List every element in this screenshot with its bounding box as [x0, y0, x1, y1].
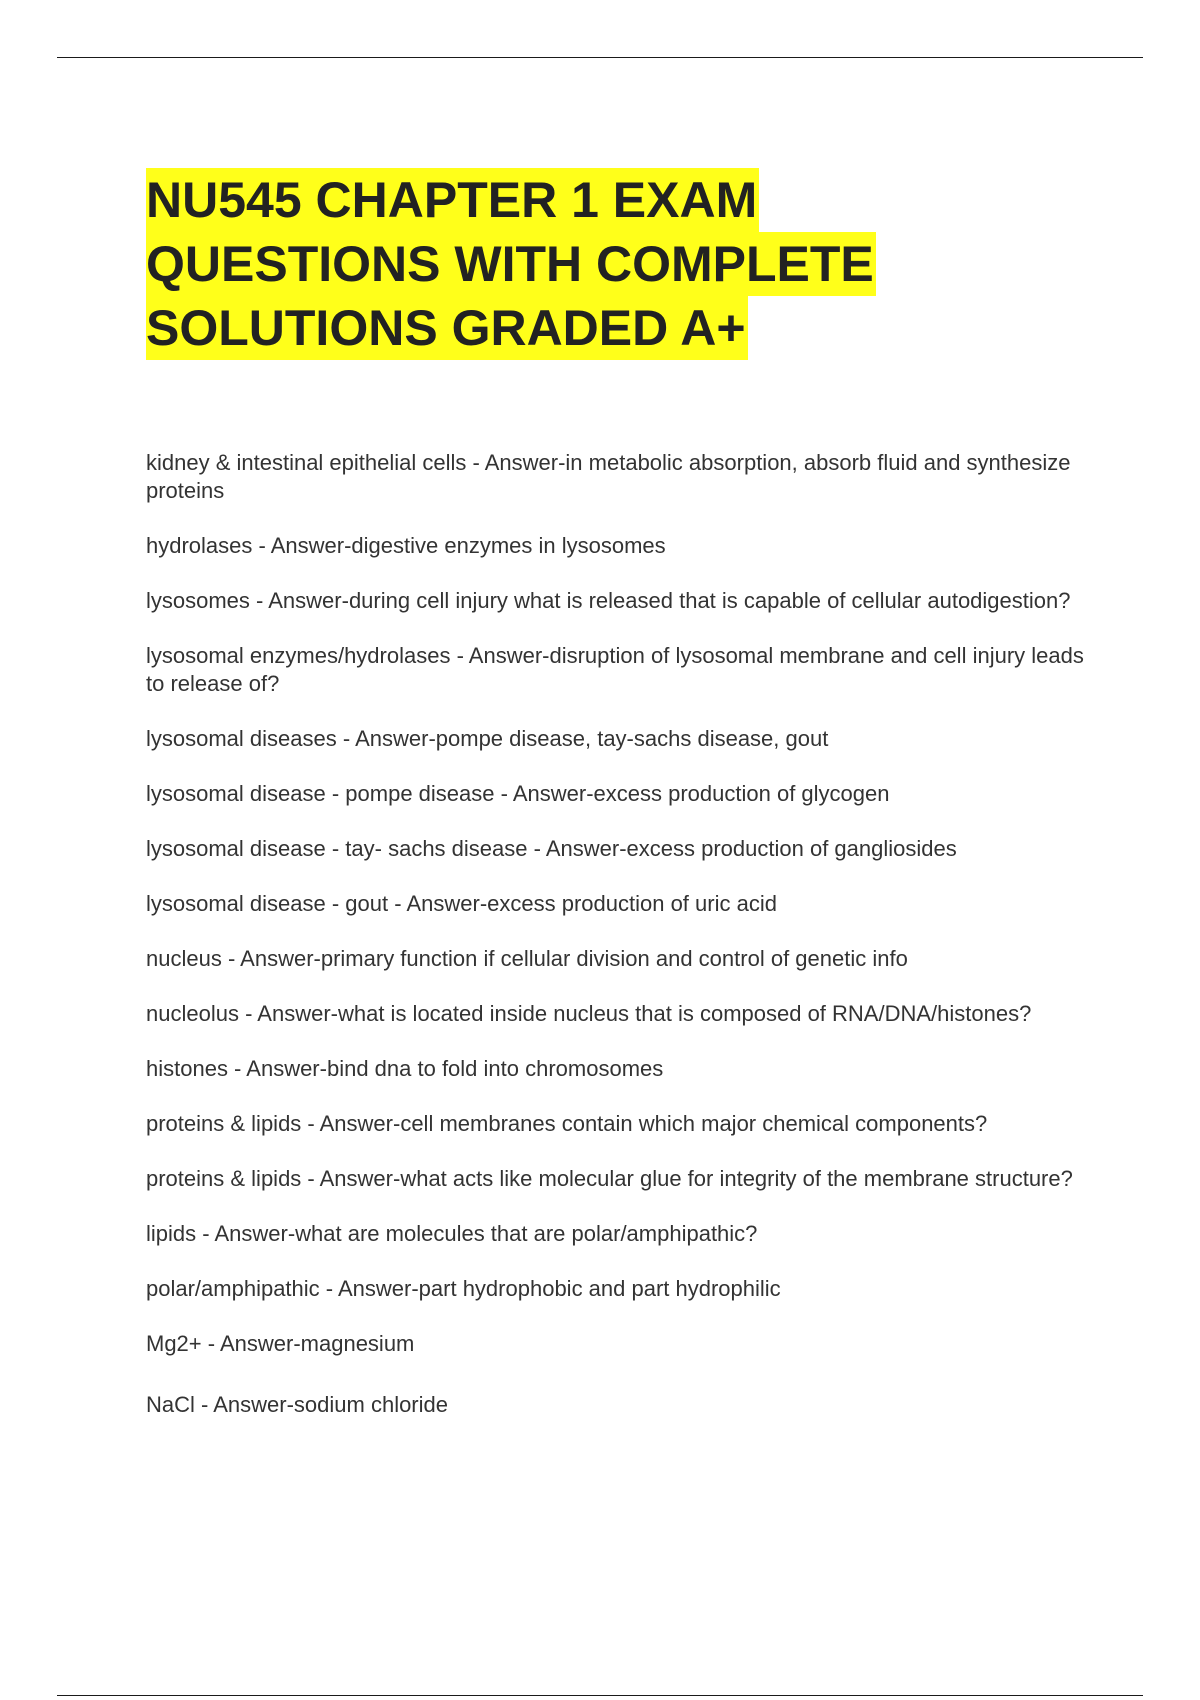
- qa-entry: nucleus - Answer-primary function if cellular division and control of genetic info: [146, 946, 908, 971]
- title-line-3: SOLUTIONS GRADED A+: [146, 296, 748, 360]
- title-line-1: NU545 CHAPTER 1 EXAM: [146, 168, 759, 232]
- qa-entry: nucleolus - Answer-what is located inside nucleus that is composed of RNA/DNA/histones?: [146, 1001, 1032, 1026]
- qa-entry: NaCl - Answer-sodium chloride: [146, 1392, 448, 1417]
- qa-entry: lysosomal disease - gout - Answer-excess production of uric acid: [146, 891, 777, 916]
- title-line-2: QUESTIONS WITH COMPLETE: [146, 232, 876, 296]
- qa-entry: lysosomal disease - pompe disease - Answer-excess production of glycogen: [146, 781, 890, 806]
- qa-entry: Mg2+ - Answer-magnesium: [146, 1331, 415, 1356]
- qa-entry: lysosomal disease - tay- sachs disease - Answer-excess production of gangliosides: [146, 836, 957, 861]
- qa-entry: polar/amphipathic - Answer-part hydrophobic and part hydrophilic: [146, 1276, 781, 1301]
- bottom-divider: [57, 1695, 1143, 1696]
- top-divider: [57, 57, 1143, 58]
- qa-entry: proteins & lipids - Answer-cell membranes contain which major chemical components?: [146, 1111, 988, 1136]
- document-title: [146, 168, 1146, 360]
- qa-entry: hydrolases - Answer-digestive enzymes in lysosomes: [146, 533, 666, 558]
- qa-entry: lysosomal diseases - Answer-pompe disease, tay-sachs disease, gout: [146, 726, 829, 751]
- qa-list: [146, 449, 1086, 1446]
- qa-entry: proteins & lipids - Answer-what acts like molecular glue for integrity of the membrane structure?: [146, 1166, 1073, 1191]
- qa-entry: histones - Answer-bind dna to fold into chromosomes: [146, 1056, 664, 1081]
- qa-entry: lipids - Answer-what are molecules that are polar/amphipathic?: [146, 1221, 758, 1246]
- qa-entry: lysosomes - Answer-during cell injury what is released that is capable of cellular autodigestion?: [146, 588, 1071, 613]
- qa-entry: kidney & intestinal epithelial cells - Answer-in metabolic absorption, absorb fluid and synthesize proteins: [146, 450, 1071, 503]
- qa-entry: lysosomal enzymes/hydrolases - Answer-disruption of lysosomal membrane and cell injury leads to release of?: [146, 643, 1084, 696]
